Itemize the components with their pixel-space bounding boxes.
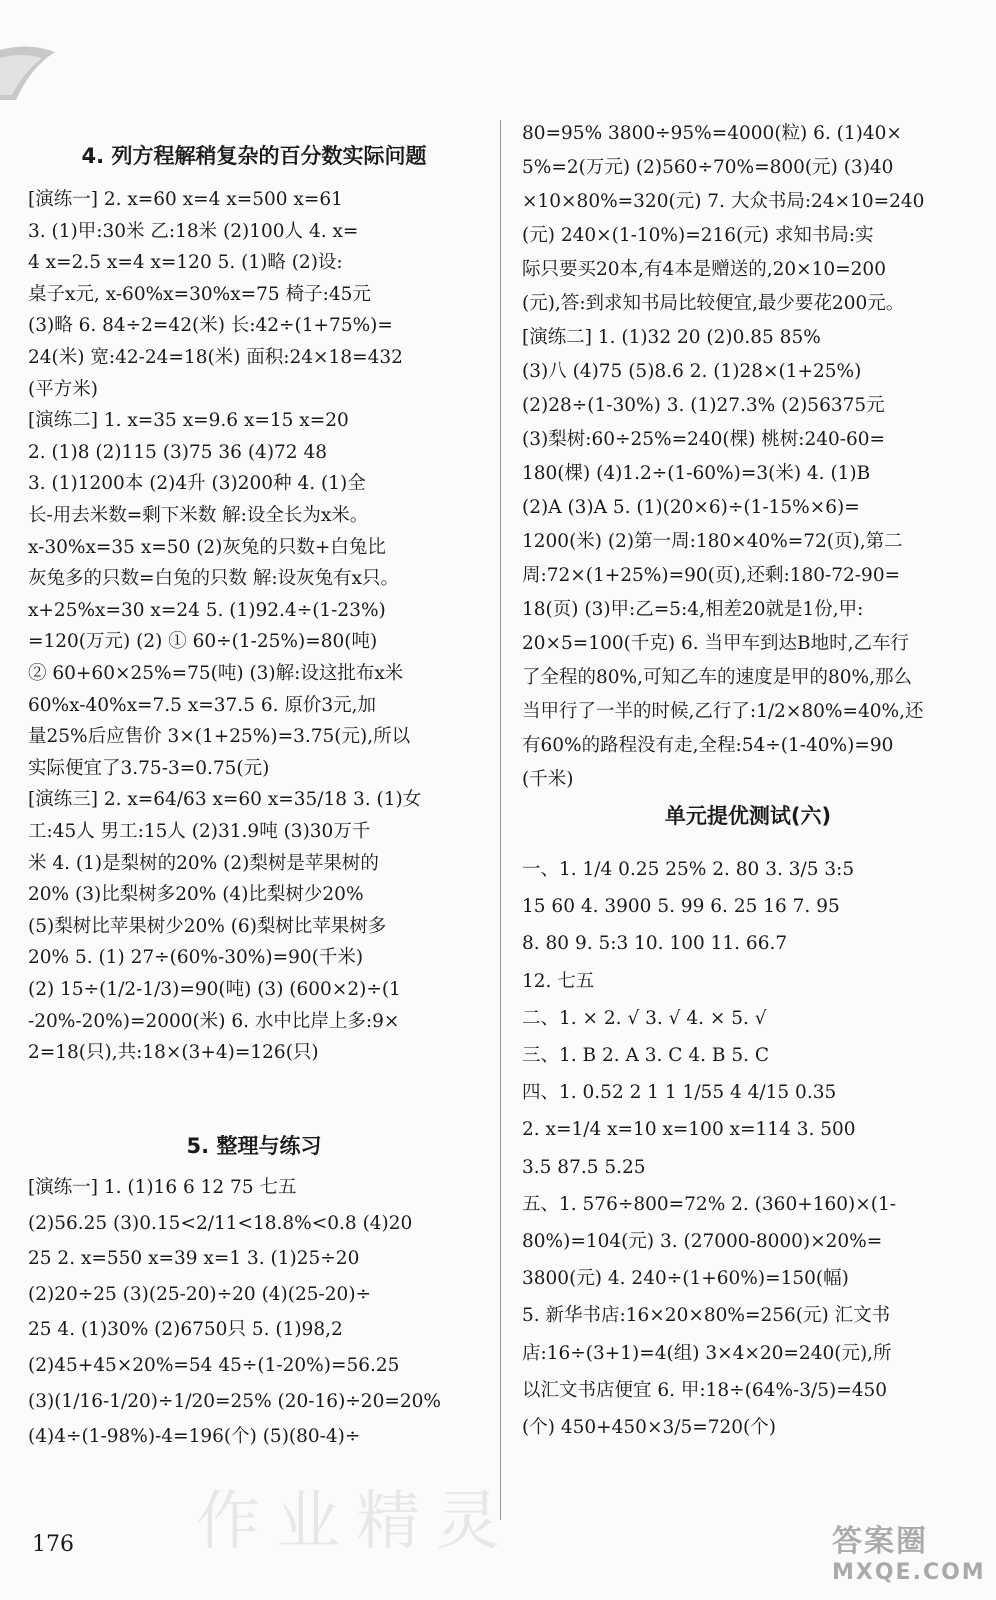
- answer-line: 了全程的80%,可知乙车的速度是甲的80%,那么: [522, 667, 913, 688]
- answer-line: (千米): [522, 769, 574, 790]
- column-divider: [500, 120, 501, 1520]
- answer-line: x-30%x=35 x=50 (2)灰兔的只数+白兔比: [28, 536, 386, 558]
- answer-line: (2)28÷(1-30%) 3. (1)27.3% (2)56375元: [522, 395, 885, 416]
- answer-line: 店:16÷(3+1)=4(组) 3×4×20=240(元),所: [522, 1342, 892, 1364]
- answer-line: 8. 80 9. 5:3 10. 100 11. 66.7: [522, 933, 788, 955]
- answer-line: 当甲行了一半的时候,乙行了:1/2×80%=40%,还: [522, 701, 924, 722]
- answer-line: (2)56.25 (3)0.15<2/11<18.8%<0.8 (4)20: [28, 1212, 413, 1234]
- answer-line: (3)八 (4)75 (5)8.6 2. (1)28×(1+25%): [522, 361, 862, 382]
- answer-line: [演练一] 2. x=60 x=4 x=500 x=61: [28, 189, 343, 210]
- answer-line: ② 60+60×25%=75(吨) (3)解:设这批布x米: [28, 663, 404, 684]
- answer-line: 四、1. 0.52 2 1 1 1/55 4 4/15 0.35: [522, 1082, 837, 1104]
- answer-line: 5%=2(万元) (2)560÷70%=800(元) (3)40: [522, 157, 894, 178]
- answer-line: 3. (1)甲:30米 乙:18米 (2)100人 4. x=: [28, 220, 359, 242]
- page-number: 176: [32, 1532, 74, 1557]
- answer-line: (平方米): [28, 378, 98, 400]
- answer-line: 5. 新华书店:16×20×80%=256(元) 汇文书: [522, 1305, 891, 1327]
- answer-line: x+25%x=30 x=24 5. (1)92.4÷(1-23%): [28, 599, 386, 621]
- answer-line: (个) 450+450×3/5=720(个): [522, 1417, 776, 1438]
- watermark-url: MXQE.COM: [832, 1560, 986, 1585]
- answer-line: 1200(米) (2)第一周:180×40%=72(页),第二: [522, 531, 903, 552]
- answer-line: 18(页) (3)甲:乙=5:4,相差20就是1份,甲:: [522, 599, 864, 620]
- answer-line: 3.5 87.5 5.25: [522, 1156, 646, 1178]
- answer-line: 桌子x元, x-60%x=30%x=75 椅子:45元: [28, 283, 371, 305]
- answer-line: 以汇文书店便宜 6. 甲:18÷(64%-3/5)=450: [522, 1379, 888, 1401]
- answer-line: 量25%后应售价 3×(1+25%)=3.75(元),所以: [28, 726, 411, 748]
- answer-line: (2)A (3)A 5. (1)(20×6)÷(1-15%×6)=: [522, 497, 860, 518]
- answer-line: (元) 240×(1-10%)=216(元) 求知书局:实: [522, 225, 874, 246]
- section-title: 单元提优测试(六): [664, 804, 832, 828]
- answer-line: (3)(1/16-1/20)÷1/20=25% (20-16)÷20=20%: [28, 1390, 441, 1412]
- answer-line: 五、1. 576÷800=72% 2. (360+160)×(1-: [522, 1193, 896, 1215]
- answer-line: 20×5=100(千克) 6. 当甲车到达B地时,乙车行: [522, 633, 909, 654]
- answer-line: 80=95% 3800÷95%=4000(粒) 6. (1)40×: [522, 123, 902, 144]
- answer-line: 2=18(只),共:18×(3+4)=126(只): [28, 1042, 319, 1064]
- answer-line: 际只要买20本,有4本是赠送的,20×10=200: [522, 259, 886, 280]
- answer-line: 180(棵) (4)1.2÷(1-60%)=3(米) 4. (1)B: [522, 463, 871, 484]
- answer-line: (3)略 6. 84÷2=42(米) 长:42÷(1+75%)=: [28, 315, 393, 337]
- answer-line: 4 x=2.5 x=4 x=120 5. (1)略 (2)设:: [28, 252, 343, 274]
- watermark-text: 作业精灵: [196, 1485, 516, 1559]
- answer-line: [演练二] 1. (1)32 20 (2)0.85 85%: [522, 327, 821, 348]
- answer-line: [演练三] 2. x=64/63 x=60 x=35/18 3. (1)女: [28, 789, 422, 811]
- answer-line: -20%-20%)=2000(米) 6. 水中比岸上多:9×: [28, 1010, 400, 1032]
- answer-line: 三、1. B 2. A 3. C 4. B 5. C: [522, 1045, 770, 1066]
- answer-line: (5)梨树比苹果树少20% (6)梨树比苹果树多: [28, 915, 387, 937]
- answer-line: 60%x-40%x=7.5 x=37.5 6. 原价3元,加: [28, 694, 377, 716]
- answer-line: (元),答:到求知书局比较便宜,最少要花200元。: [522, 293, 905, 314]
- answer-line: 米 4. (1)是梨树的20% (2)梨树是苹果树的: [28, 852, 379, 874]
- section-title: 4. 列方程解稍复杂的百分数实际问题: [81, 144, 427, 168]
- answer-line: (2)45+45×20%=54 45÷(1-20%)=56.25: [28, 1355, 400, 1376]
- answer-line: 3. (1)1200本 (2)4升 (3)200种 4. (1)全: [28, 473, 366, 495]
- answer-line: [演练一] 1. (1)16 6 12 75 七五: [28, 1177, 297, 1198]
- answer-line: 周:72×(1+25%)=90(页),还剩:180-72-90=: [522, 565, 901, 586]
- answer-line: (4)4÷(1-98%)-4=196(个) (5)(80-4)÷: [28, 1426, 361, 1448]
- answer-line: [演练二] 1. x=35 x=9.6 x=15 x=20: [28, 410, 349, 432]
- answer-line: =120(万元) (2) ① 60÷(1-25%)=80(吨): [28, 631, 378, 653]
- answer-line: 12. 七五: [522, 970, 595, 992]
- answer-line: 2. (1)8 (2)115 (3)75 36 (4)72 48: [28, 441, 327, 463]
- answer-line: 一、1. 1/4 0.25 25% 2. 80 3. 3/5 3:5: [522, 859, 855, 880]
- answer-line: 20% (3)比梨树多20% (4)比梨树少20%: [28, 884, 364, 906]
- answer-line: 灰兔多的只数=白兔的只数 解:设灰兔有x只。: [28, 568, 400, 590]
- answer-line: 工:45人 男工:15人 (2)31.9吨 (3)30万千: [28, 821, 371, 842]
- watermark-logo: [832, 1516, 986, 1592]
- answer-line: 2. x=1/4 x=10 x=100 x=114 3. 500: [522, 1119, 856, 1141]
- answer-line: (2) 15÷(1/2-1/3)=90(吨) (3) (600×2)÷(1: [28, 979, 401, 1000]
- answer-line: (2)20÷25 (3)(25-20)÷20 (4)(25-20)÷: [28, 1283, 372, 1305]
- answer-line: 25 4. (1)30% (2)6750只 5. (1)98,2: [28, 1319, 343, 1341]
- answer-line: 实际便宜了3.75-3=0.75(元): [28, 757, 270, 779]
- answer-line: 长-用去米数=剩下米数 解:设全长为x米。: [28, 505, 369, 526]
- answer-line: 20% 5. (1) 27÷(60%-30%)=90(千米): [28, 947, 364, 969]
- answer-line: 25 2. x=550 x=39 x=1 3. (1)25÷20: [28, 1248, 360, 1270]
- answer-line: 80%)=104(元) 3. (27000-8000)×20%=: [522, 1231, 883, 1252]
- answer-line: (3)梨树:60÷25%=240(棵) 桃树:240-60=: [522, 429, 886, 450]
- page-corner-curl: [0, 40, 60, 100]
- answer-line: 15 60 4. 3900 5. 99 6. 25 16 7. 95: [522, 896, 840, 918]
- answer-line: 二、1. × 2. √ 3. √ 4. × 5. √: [522, 1007, 767, 1029]
- answer-line: 3800(元) 4. 240÷(1+60%)=150(幅): [522, 1268, 849, 1290]
- answer-line: 24(米) 宽:42-24=18(米) 面积:24×18=432: [28, 347, 403, 368]
- answer-line: ×10×80%=320(元) 7. 大众书局:24×10=240: [522, 191, 925, 212]
- answer-line: 有60%的路程没有走,全程:54÷(1-40%)=90: [522, 735, 894, 756]
- watermark-logo-text: 答案圈: [832, 1524, 928, 1559]
- section-title: 5. 整理与练习: [186, 1134, 322, 1158]
